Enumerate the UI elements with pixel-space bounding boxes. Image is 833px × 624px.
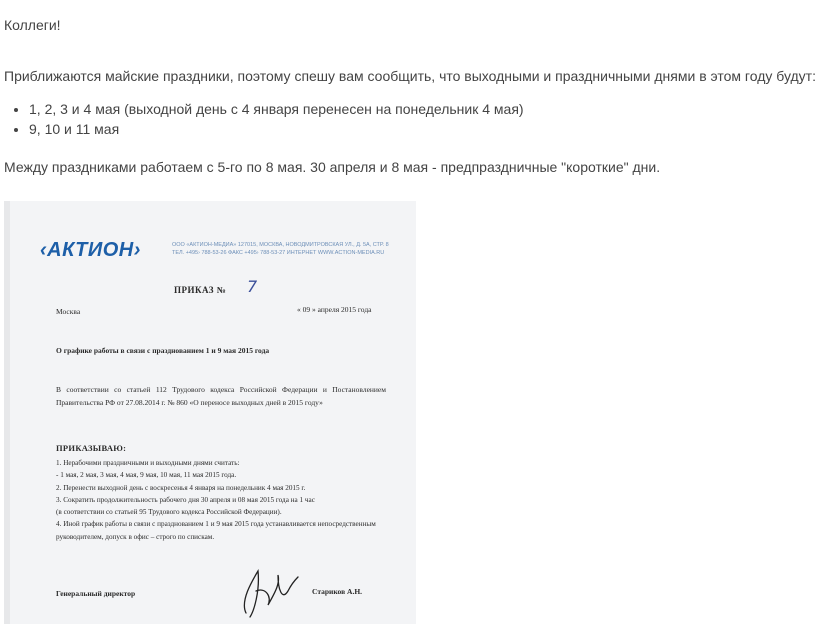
- signer-role: Генеральный директор: [56, 589, 136, 598]
- orders-label: ПРИКАЗЫВАЮ:: [56, 443, 127, 453]
- company-logo: ‹АКТИОН›: [40, 239, 141, 261]
- order-subject: О графике работы в связи с празднованием 1 и 9 мая 2015 года: [56, 346, 270, 355]
- order-item: 2. Перенести выходной день с воскресенья 4 января на понедельник 4 мая 2015 г.: [56, 483, 306, 492]
- greeting: Коллеги!: [4, 17, 61, 33]
- order-item: 4. Иной график работы в связи с празднованием 1 и 9 мая 2015 года устанавливается непосредственным руководителем, допуск в офис – строго по спискам.: [56, 520, 376, 541]
- order-basis: В соответствии со статьей 112 Трудового кодекса Российской Федерации и Постановлением Правительства РФ от 27.08.2014 г. № 860 «О переносе выходных дней в 2015 году»: [56, 385, 386, 407]
- order-title: ПРИКАЗ №: [174, 285, 227, 295]
- holiday-list: [4, 99, 524, 139]
- letterhead: [172, 241, 392, 257]
- list-item: • 1, 2, 3 и 4 мая (выходной день с 4 января перенесен на понедельник 4 мая): [29, 99, 524, 119]
- scanned-order-image: [4, 201, 416, 624]
- order-item: (в соответствии со статьей 95 Трудового кодекса Российской Федерации).: [56, 508, 282, 517]
- list-item: • 9, 10 и 11 мая: [29, 119, 524, 139]
- letterhead-address: ООО «АКТИОН-МЕДИА» 127015, МОСКВА, НОВОДМИТРОВСКАЯ УЛ., Д. 5А, СТР. 8: [172, 242, 389, 248]
- intro-text: Приближаются майские праздники, поэтому спешу вам сообщить, что выходными и праздничными днями в этом году будут:: [4, 68, 816, 84]
- scan-edge: [4, 201, 10, 624]
- signature-icon: [232, 561, 302, 621]
- order-item: - 1 мая, 2 мая, 3 мая, 4 мая, 9 мая, 10 мая, 11 мая 2015 года.: [56, 471, 237, 480]
- order-city: Москва: [56, 307, 81, 316]
- workdays-text: Между праздниками работаем с 5-го по 8 мая. 30 апреля и 8 мая - предпраздничные "короткие" дни.: [4, 159, 661, 175]
- order-number: 7: [247, 277, 258, 296]
- signer-name: Стариков А.Н.: [312, 587, 363, 596]
- order-item: 1. Нерабочими праздничными и выходными днями считать:: [56, 459, 240, 467]
- letterhead-contacts: ТЕЛ. +495› 788-53-26 ФАКС +495› 788-53-27 ИНТЕРНЕТ WWW.ACTION-MEDIA.RU: [172, 250, 385, 256]
- order-items: [56, 457, 391, 543]
- order-item: 3. Сократить продолжительность рабочего дня 30 апреля и 08 мая 2015 года на 1 час: [56, 495, 315, 504]
- order-date: « 09 » апреля 2015 года: [297, 305, 372, 314]
